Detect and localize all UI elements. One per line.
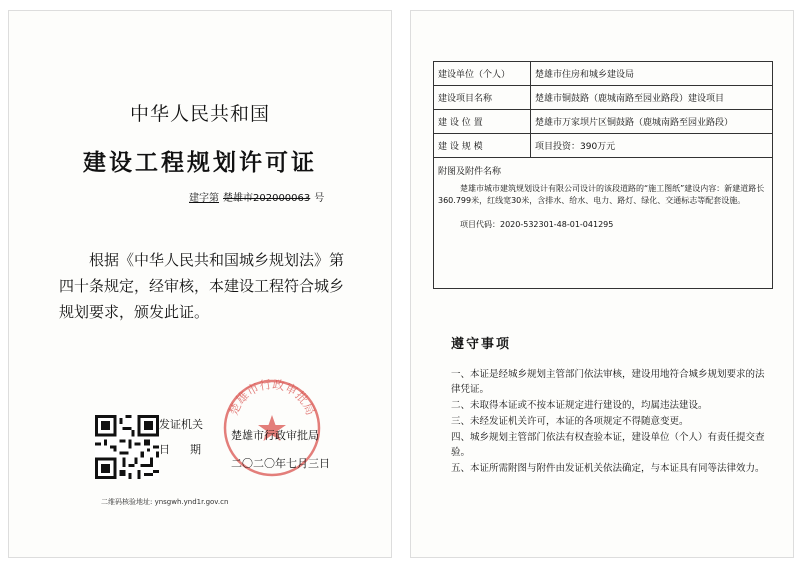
- attachment-title: 附图及附件名称: [438, 167, 502, 177]
- table-row: [434, 110, 773, 134]
- row-value: 楚雄市铜鼓路（鹿城南路至园业路段）建设项目: [531, 86, 773, 110]
- row-label: 建 设 位 置: [434, 110, 531, 134]
- svg-text:楚雄市行政审批局: [225, 376, 317, 417]
- table-row: [434, 62, 773, 86]
- certificate-title: 建设工程规划许可证: [83, 150, 317, 176]
- row-label: 建 设 规 模: [434, 134, 531, 158]
- project-info-table: [433, 61, 773, 289]
- certificate-body-text: 根据《中华人民共和国城乡规划法》第四十条规定，经审核，本建设工程符合城乡规划要求，颁发此证。: [59, 251, 345, 321]
- notice-item: 四、城乡规划主管部门依法有权查验本证，建设单位（个人）有责任提交查验。: [451, 432, 765, 458]
- notice-item: 一、本证是经城乡规划主管部门依法审核，建设用地符合城乡规划要求的法律凭证。: [451, 369, 765, 395]
- row-value: 项目投资：390万元: [531, 134, 773, 158]
- row-value: 楚雄市住房和城乡建设局: [531, 62, 773, 86]
- country-heading: 中华人民共和国: [129, 103, 270, 125]
- notice-title: 遵守事项: [451, 337, 512, 352]
- cert-number-prefix: 建字第: [189, 193, 219, 204]
- attachment-row: [434, 158, 773, 289]
- attachment-description: 楚雄市城市建筑规划设计有限公司设计的该段道路的“施工图纸”建设内容：新建道路长360.799米，红线宽30米，含排水、给水、电力、路灯、绿化、交通标志等配套设施。: [438, 184, 765, 205]
- certificate-left-page: [8, 10, 392, 558]
- issuer-name: 楚雄市行政审批局: [231, 429, 319, 442]
- issue-date: 二〇二〇年七月三日: [231, 457, 330, 470]
- row-value: 楚雄市万家坝片区铜鼓路（鹿城南路至园业路段）: [531, 110, 773, 134]
- cert-number-suffix: 号: [314, 193, 325, 204]
- notice-item: 二、未取得本证或不按本证规定进行建设的，均属违法建设。: [451, 400, 708, 411]
- table-row: [434, 134, 773, 158]
- row-label: 建设单位（个人）: [434, 62, 531, 86]
- certificate-number: [189, 189, 324, 204]
- seal-text: 楚雄市行政审批局: [226, 377, 318, 418]
- notice-item: 三、未经发证机关许可，本证的各项规定不得随意变更。: [451, 416, 689, 427]
- notice-list: [451, 367, 771, 477]
- issuer-label: 发证机关: [159, 418, 203, 431]
- qr-code-icon: [95, 415, 159, 479]
- row-label: 建设项目名称: [434, 86, 531, 110]
- attachment-cell: [434, 158, 773, 289]
- table-row: [434, 86, 773, 110]
- project-code: 项目代码：2020-532301-48-01-041295: [460, 220, 614, 229]
- notice-item: 五、本证所需附图与附件由发证机关依法确定，与本证具有同等法律效力。: [451, 463, 765, 474]
- cert-number-value: 楚雄市202000063: [223, 193, 311, 204]
- certificate-right-page: [410, 10, 794, 558]
- qr-verify-note: 二维码核验地址: ynsgwh.ynd1r.gov.cn: [101, 498, 229, 506]
- date-label: 日期: [159, 443, 221, 456]
